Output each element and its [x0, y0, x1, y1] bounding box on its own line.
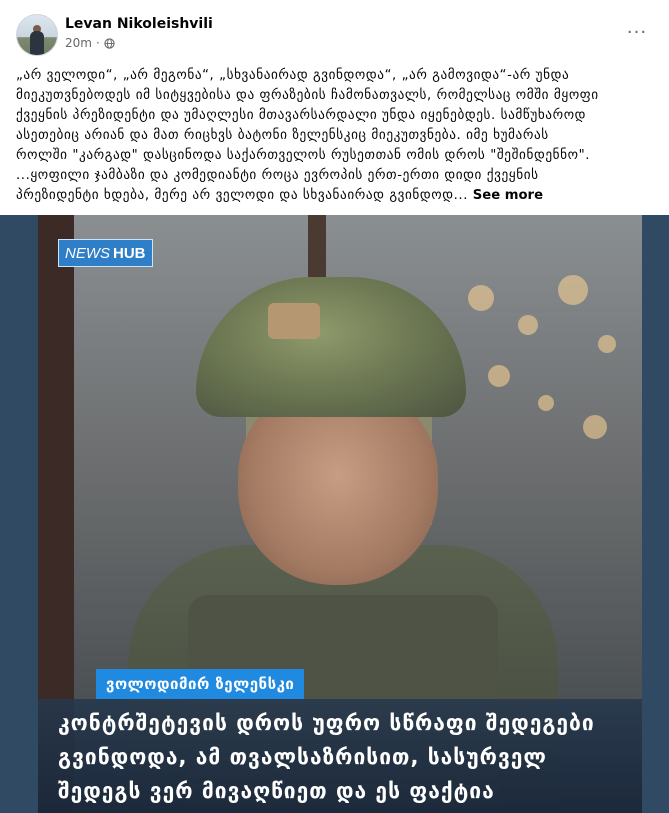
bokeh-light: [558, 275, 588, 305]
post-time[interactable]: 20m: [65, 36, 92, 50]
logo-hub: HUB: [113, 244, 146, 262]
post-text-line: მიეკუთვნებოდეს იმ სიტყვებისა და ფრაზების ჩამონათვალს, რომელსაც ომში მყოფი: [16, 88, 599, 103]
post-text-line: ქვეყნის პრეზიდენტი და უმაღლესი მთავარსარდალი უნდა იყენებდეს. სამწუხაროდ: [16, 108, 587, 123]
newshub-logo: [58, 239, 153, 267]
caption-line: შედეგს ვერ მივაღწიეთ და ეს ფაქტია: [58, 779, 495, 803]
post-image[interactable]: [0, 215, 669, 813]
caption-line: გვინდოდა, ამ თვალსაზრისით, სასურველ: [58, 745, 547, 769]
author-name[interactable]: Levan Nikoleishvili: [65, 16, 213, 32]
photo-panel: [38, 215, 642, 813]
caption-line: კონტრშეტევის დროს უფრო სწრაფი შედეგები: [58, 711, 595, 735]
bokeh-light: [538, 395, 554, 411]
bokeh-light: [583, 415, 607, 439]
post-meta: [65, 36, 115, 50]
post-text-line: როლში "კარგად" დასცინოდა საქართველოს რუსეთთან ომის დროს "შეშინდენნო".: [16, 148, 591, 163]
post-text-line: ასეთებიც არიან და მათ რიცხვს ბატონი ზელენსკიც მიეკუთვნება. იმე ხუმარას: [16, 128, 549, 143]
post-text-line-last: [16, 186, 656, 206]
meta-separator: ·: [95, 36, 100, 50]
see-more-link[interactable]: See more: [472, 188, 544, 203]
globe-icon[interactable]: [104, 38, 115, 49]
bokeh-light: [468, 285, 494, 311]
avatar-figure-body: [30, 31, 44, 55]
logo-news: NEWS: [65, 244, 110, 262]
post-text: [16, 66, 656, 206]
quote-caption: [38, 699, 642, 813]
bokeh-light: [488, 365, 510, 387]
helmet-mount: [268, 303, 320, 339]
bokeh-light: [518, 315, 538, 335]
bokeh-light: [598, 335, 616, 353]
post-header: [16, 12, 657, 56]
name-tag: ვოლოდიმირ ზელენსკი: [96, 669, 304, 699]
ellipsis-icon[interactable]: ···: [626, 21, 648, 43]
author-avatar[interactable]: [16, 14, 58, 56]
person-helmet: [196, 277, 466, 417]
post-text-line: „არ ველოდი“, „არ მეგონა“, „სხვანაირად გვინდოდა“, „არ გამოვიდა“-არ უნდა: [16, 68, 570, 83]
post-text-truncated: პრეზიდენტი ხდება, მერე არ ველოდი და სხვანაირად გვინდოდ...: [16, 188, 468, 203]
post-text-line: ...ყოფილი ჯამბაზი და კომედიანტი როცა ევროპის ერთ-ერთი დიდი ქვეყნის: [16, 168, 539, 183]
